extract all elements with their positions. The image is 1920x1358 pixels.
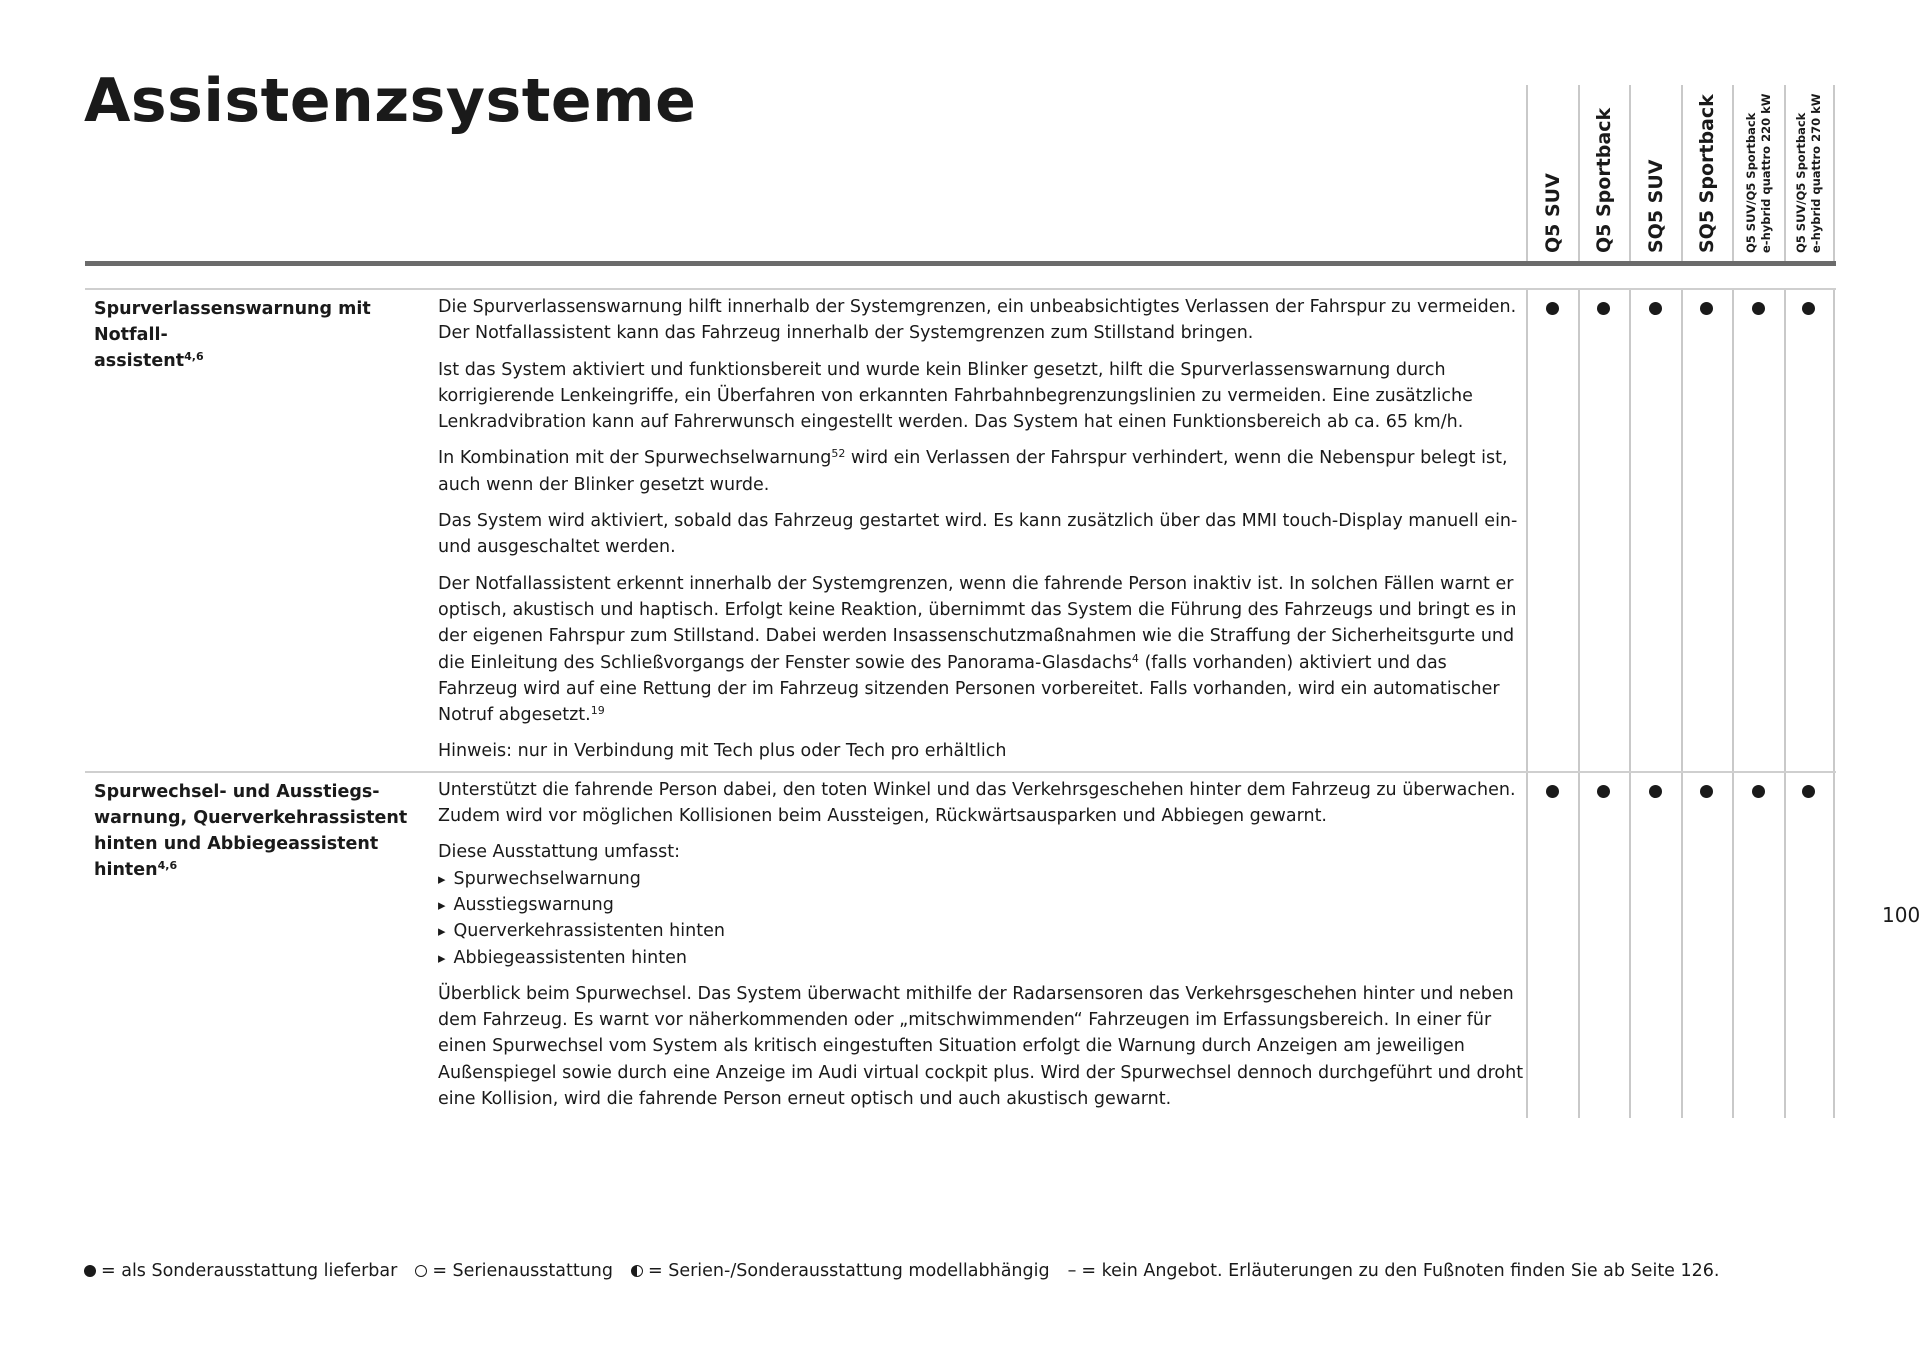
filled-dot-icon [1546,302,1559,315]
availability-marks [1526,773,1835,1119]
column-header-label [1794,94,1824,253]
column-header-q5-sportback [1578,85,1630,261]
legend-item-model-dependent [631,1261,1050,1281]
list-item: ▸ Querverkehrassistenten hinten [438,918,1526,944]
column-header-line: e-hybrid quattro 220 kW [1758,93,1773,253]
legend-text: = als Sonderausstattung lieferbar [101,1261,398,1281]
mark-cell [1681,290,1733,771]
footnote-ref: 4,6 [184,350,204,363]
filled-circle-icon [84,1265,96,1277]
text-span: (falls vorhanden) aktiviert und das Fahrzeug wird auf eine Rettung der im Fahrzeug sitzenden Personen vorbereitet. Falls vorhanden, wird ein automatischer Notruf abgesetzt. [438,652,1500,726]
feature-name-line: Spurverlassenswarnung mit Notfall- [94,299,371,345]
open-circle-icon [415,1265,427,1277]
mark-cell [1526,773,1578,1119]
column-header-sq5-sportback [1681,85,1733,261]
filled-dot-icon [1802,785,1815,798]
description-note: Hinweis: nur in Verbindung mit Tech plus oder Tech pro erhältlich [438,741,1007,762]
description-paragraph: Überblick beim Spurwechsel. Das System überwacht mithilfe der Radarsensoren das Verkehrsgeschehen hinter und neben dem Fahrzeug. Es warnt vor näherkommenden oder „mitschwimmenden“ Fahrzeugen im Erfassungsbereich. In einer für einen Spurwechsel vom System als kritisch eingestuften Situation erfolgt die Warnung durch Anzeigen am jeweiligen Außenspiegel sowie durch eine Anzeige im Audi virtual cockpit plus. Wird der Spurwechsel dennoch durchgeführt und droht eine Kollision, wird die fahrende Person erneut optisch und auch akustisch gewarnt. [438,983,1524,1110]
filled-dot-icon [1752,302,1765,315]
mark-cell [1732,773,1784,1119]
column-header-label: SQ5 SUV [1644,159,1667,253]
model-column-headers [1526,85,1835,261]
footnote-ref: 4,6 [157,858,178,872]
column-header-label: Q5 SUV [1541,173,1564,253]
filled-dot-icon [1649,302,1662,315]
feature-list [438,866,1526,971]
feature-name-line: Spurwechsel- und Ausstiegs- [94,781,380,802]
mark-cell [1578,290,1630,771]
list-item: ▸ Ausstiegswarnung [438,892,1526,918]
list-title: Diese Ausstattung umfasst: [438,842,681,863]
column-header-ehybrid-220 [1732,85,1784,261]
legend-item-optional [84,1261,397,1281]
mark-cell [1526,290,1578,771]
filled-dot-icon [1546,785,1559,798]
description-paragraph: Ist das System aktiviert und funktionsbereit und wurde kein Blinker gesetzt, hilft die Spurverlassenswarnung durch korrigierende Lenkeingriffe, ein Überfahren von erkannten Fahrbahnbegrenzungslinien zu vermeiden. Eine zusätzliche Lenkradvibration kann auf Fahrerwunsch eingestellt werden. Das System hat einen Funktionsbereich ab ca. 65 km/h. [438,359,1473,433]
mark-cell [1578,773,1630,1119]
column-header-sq5-suv [1629,85,1681,261]
filled-dot-icon [1700,302,1713,315]
header-divider [85,261,1836,266]
column-header-label: SQ5 Sportback [1696,94,1719,253]
page-number: 100 [1882,903,1920,927]
description-paragraph [438,571,1526,729]
legend-text: = Serienausstattung [432,1261,613,1281]
feature-name [85,773,438,1119]
legend-text: = Serien-/Sonderausstattung modellabhängig [648,1261,1050,1281]
feature-table [85,288,1836,1118]
column-header-label [1744,94,1774,253]
feature-name-line: hinten und Abbiegeassistent [94,833,379,854]
feature-name-line: warnung, Querverkehrassistent [94,807,408,828]
column-header-label: Q5 Sportback [1593,107,1616,253]
list-item: ▸ Abbiegeassistenten hinten [438,945,1526,971]
filled-dot-icon [1597,302,1610,315]
legend-text: = kein Angebot. Erläuterungen zu den Fußnoten finden Sie ab Seite 126. [1081,1261,1720,1281]
filled-dot-icon [1700,785,1713,798]
legend-item-standard [415,1261,613,1281]
description-paragraph: Das System wird aktiviert, sobald das Fahrzeug gestartet wird. Es kann zusätzlich über das MMI touch-Display manuell ein- und ausgeschaltet werden. [438,511,1518,558]
description-paragraph [438,445,1526,498]
footnote-ref: 52 [831,447,846,461]
table-row [85,288,1836,771]
mark-cell [1681,773,1733,1119]
column-header-line: e-hybrid quattro 270 kW [1809,93,1824,253]
column-header-ehybrid-270 [1784,85,1836,261]
text-span: wird ein Verlassen der Fahrspur verhindert, wenn die Nebenspur belegt ist, auch wenn der Blinker gesetzt wurde. [438,448,1508,495]
half-circle-icon [631,1265,643,1277]
column-header-line: Q5 SUV/Q5 Sportback [1794,112,1809,253]
feature-name-line: assistent [94,351,185,371]
description-paragraph: Die Spurverlassenswarnung hilft innerhalb der Systemgrenzen, ein unbeabsichtigtes Verlassen der Fahrspur zu vermeiden. Der Notfallassistent kann das Fahrzeug innerhalb der Systemgrenzen zum Stillstand bringen. [438,297,1517,344]
text-span: In Kombination mit der Spurwechselwarnung [438,448,832,469]
availability-marks [1526,290,1835,771]
filled-dot-icon [1649,785,1662,798]
filled-dot-icon [1802,302,1815,315]
mark-cell [1732,290,1784,771]
mark-cell [1629,773,1681,1119]
feature-description [438,773,1526,1119]
feature-description [438,290,1526,771]
text-span: Der Notfallassistent erkennt innerhalb der Systemgrenzen, wenn die fahrende Person inaktiv ist. In solchen Fällen warnt er optisch, akustisch und haptisch. Erfolgt keine Reaktion, übernimmt das System die Führung des Fahrzeugs und bringt es in der eigenen Fahrspur zum Stillstand. Dabei werden Insassenschutzmaßnahmen wie die Straffung der Sicherheitsgurte und die Einleitung des Schließvorgangs der Fenster sowie des Panorama-Glasdachs [438,573,1517,673]
dash-icon: – [1067,1261,1077,1281]
feature-name [85,290,438,771]
column-header-line: Q5 SUV/Q5 Sportback [1743,112,1758,253]
description-paragraph: Unterstützt die fahrende Person dabei, den toten Winkel und das Verkehrsgeschehen hinter dem Fahrzeug zu überwachen. Zudem wird vor möglichen Kollisionen beim Aussteigen, Rückwärtsausparken und Abbiegen gewarnt. [438,779,1516,827]
table-row [85,771,1836,1119]
mark-cell [1629,290,1681,771]
feature-name-line: hinten [94,859,158,880]
legend-item-not-offered [1068,1261,1720,1281]
column-header-q5-suv [1526,85,1578,261]
footnote-ref: 4 [1131,651,1139,665]
filled-dot-icon [1597,785,1610,798]
mark-cell [1784,773,1836,1119]
filled-dot-icon [1752,785,1765,798]
list-item: ▸ Spurwechselwarnung [438,866,1526,892]
mark-cell [1784,290,1836,771]
footnote-ref: 19 [590,704,605,718]
legend [84,1261,1719,1281]
page-title: Assistenzsysteme [84,66,697,136]
